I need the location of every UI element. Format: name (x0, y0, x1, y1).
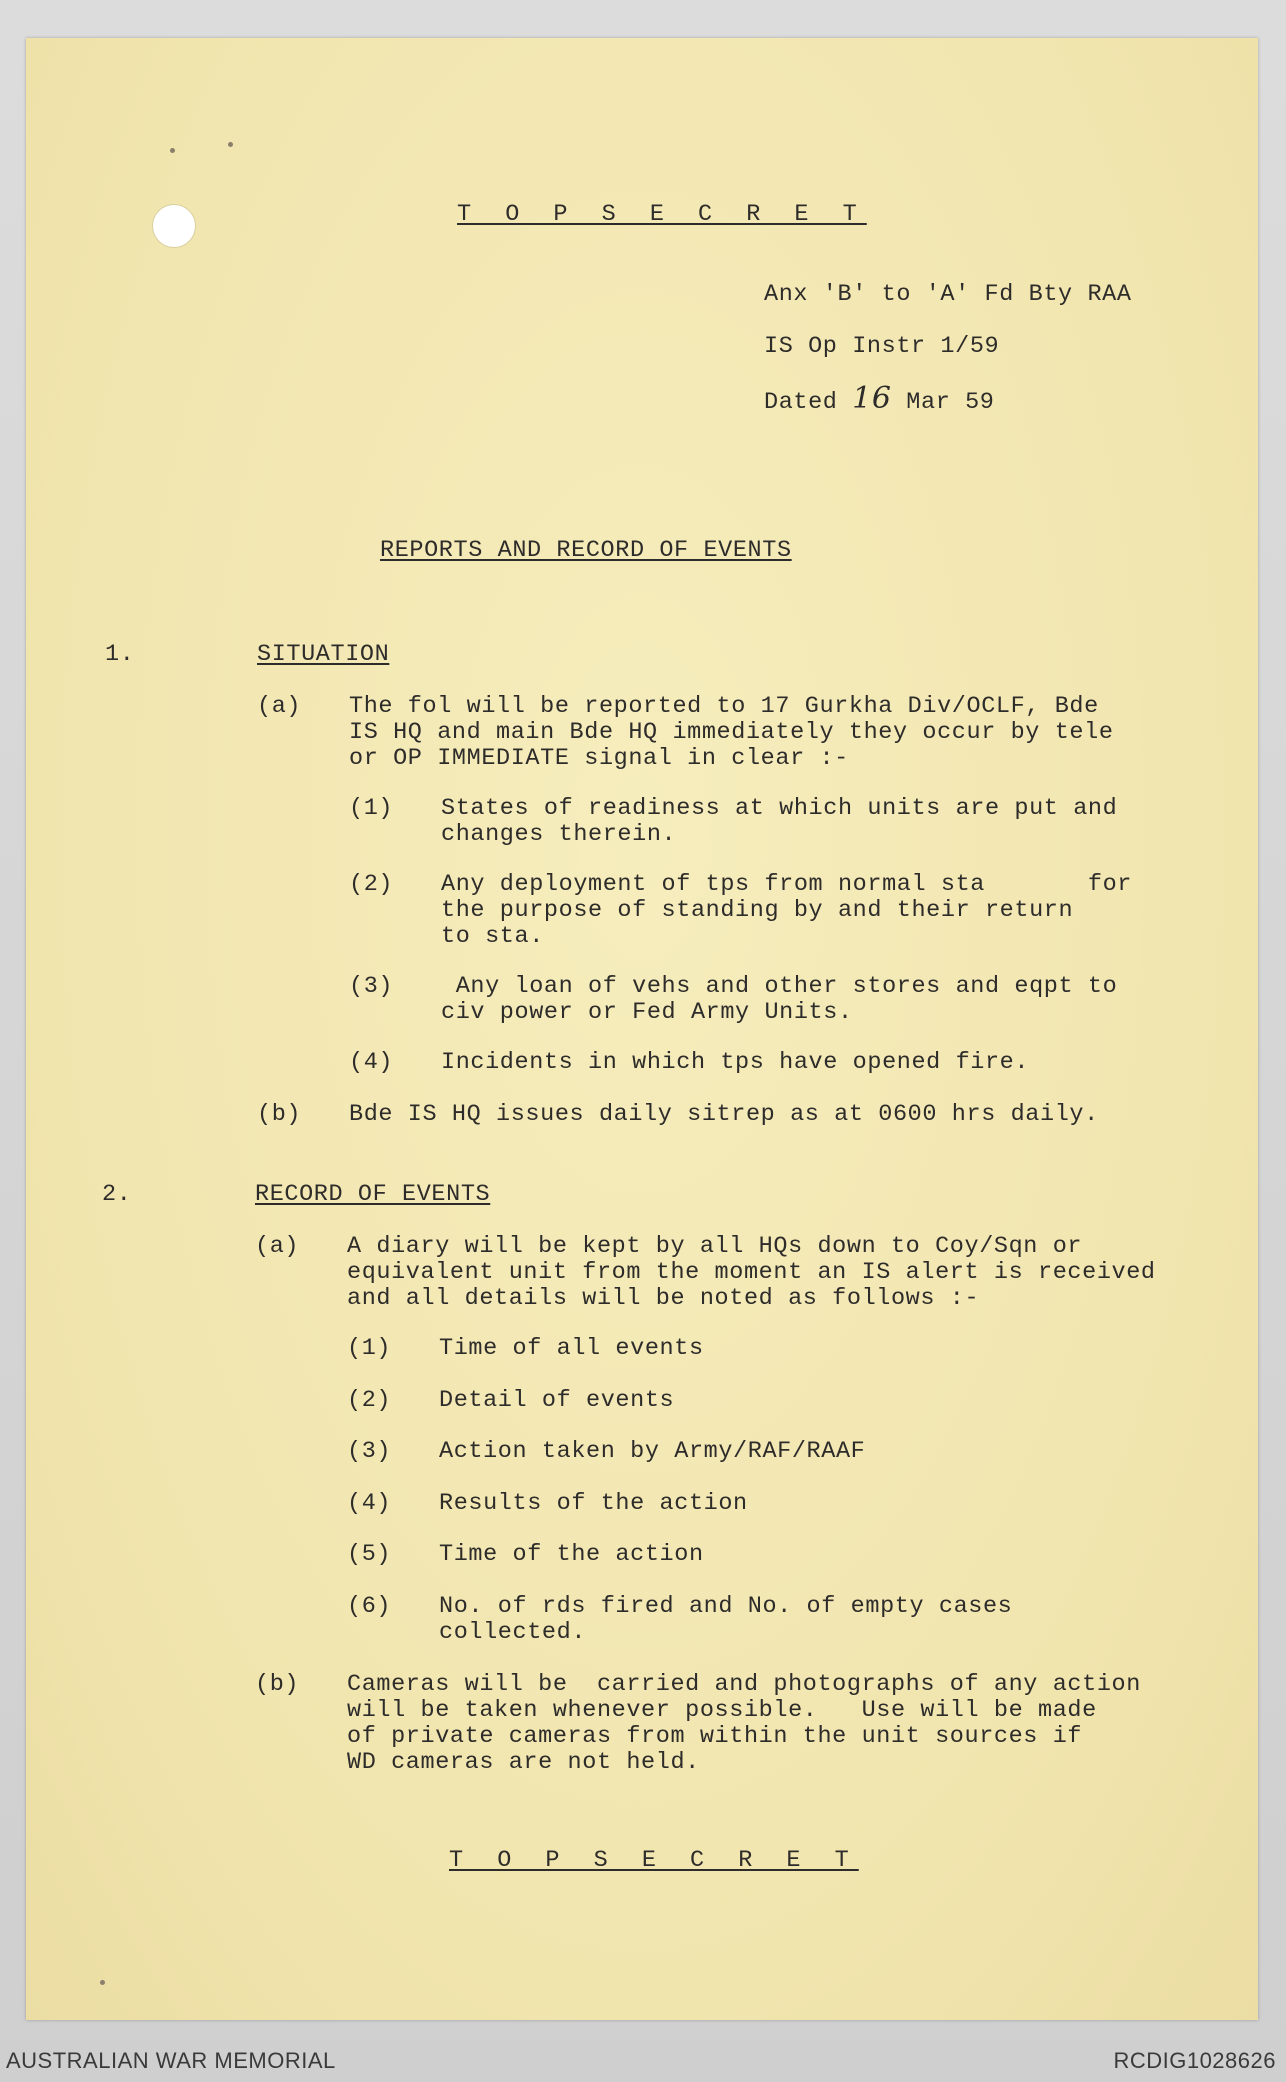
section-2-item-line: collected. (439, 1619, 587, 1646)
section-1a-line-3: or OP IMMEDIATE signal in clear :- (349, 745, 849, 772)
section-2-item-label: (6) (347, 1593, 392, 1620)
reference-line-3 (764, 381, 995, 416)
handwritten-day: 16 (852, 381, 892, 416)
section-2b-line-4: WD cameras are not held. (347, 1749, 700, 1776)
reference-line-1: Anx 'B' to 'A' Fd Bty RAA (764, 281, 1132, 308)
classification-top: T O P S E C R E T (457, 201, 867, 228)
section-2-item-label: (3) (347, 1438, 392, 1465)
archive-record-id: RCDIG1028626 (1113, 2048, 1276, 2073)
section-1-item-line: to sta. (441, 923, 544, 950)
section-1-item-line: civ power or Fed Army Units. (441, 999, 853, 1026)
section-1-item-label: (1) (349, 795, 394, 822)
speck (100, 1980, 105, 1985)
section-1a-label: (a) (257, 693, 302, 720)
section-2b-line-1: Cameras will be carried and photographs of any action (347, 1671, 1141, 1698)
section-1-item-line: changes therein. (441, 821, 677, 848)
reference-line-2: IS Op Instr 1/59 (764, 333, 1000, 360)
section-2-item-label: (2) (347, 1387, 392, 1414)
section-2a-line-3: and all details will be noted as follows :- (347, 1285, 980, 1312)
speck (170, 148, 175, 153)
section-1-item-line: Any deployment of tps from normal sta for (441, 871, 1133, 898)
section-2a-label: (a) (255, 1233, 300, 1260)
section-2-item-line: Detail of events (439, 1387, 675, 1414)
classification-bottom: T O P S E C R E T (449, 1847, 859, 1874)
section-2b-label: (b) (255, 1671, 300, 1698)
section-2-item-line: No. of rds fired and No. of empty cases (439, 1593, 1013, 1620)
section-2-item-line: Time of all events (439, 1335, 704, 1362)
section-1-item-label: (4) (349, 1049, 394, 1076)
section-1b-text: Bde IS HQ issues daily sitrep as at 0600 hrs daily. (349, 1101, 1099, 1128)
section-2a-line-2: equivalent unit from the moment an IS alert is received (347, 1259, 1156, 1286)
dated-month-year: Mar 59 (906, 389, 995, 416)
section-2-heading: RECORD OF EVENTS (255, 1181, 491, 1208)
speck (228, 142, 233, 147)
section-1-item-line: Any loan of vehs and other stores and eqpt to (441, 973, 1118, 1000)
section-1b-label: (b) (257, 1101, 302, 1128)
dated-label: Dated (764, 389, 838, 416)
section-1-heading: SITUATION (257, 641, 390, 668)
punch-hole (152, 204, 196, 248)
document-title: REPORTS AND RECORD OF EVENTS (380, 537, 792, 564)
section-1a-line-2: IS HQ and main Bde HQ immediately they occur by tele (349, 719, 1114, 746)
section-2b-line-2: will be taken whenever possible. Use will be made (347, 1697, 1097, 1724)
section-2-number: 2. (102, 1181, 132, 1208)
section-2-item-label: (4) (347, 1490, 392, 1517)
section-2-item-line: Action taken by Army/RAF/RAAF (439, 1438, 866, 1465)
section-1a-line-1: The fol will be reported to 17 Gurkha Div/OCLF, Bde (349, 693, 1099, 720)
section-2b-line-3: of private cameras from within the unit sources if (347, 1723, 1083, 1750)
section-1-item-line: the purpose of standing by and their return (441, 897, 1074, 924)
section-2-item-line: Results of the action (439, 1490, 748, 1517)
section-1-item-line: States of readiness at which units are put and (441, 795, 1118, 822)
section-2-item-label: (5) (347, 1541, 392, 1568)
archive-credit: AUSTRALIAN WAR MEMORIAL (6, 2048, 336, 2073)
section-2a-line-1: A diary will be kept by all HQs down to Coy/Sqn or (347, 1233, 1083, 1260)
section-2-item-line: Time of the action (439, 1541, 704, 1568)
section-1-item-label: (2) (349, 871, 394, 898)
section-2-item-label: (1) (347, 1335, 392, 1362)
section-1-number: 1. (105, 641, 135, 668)
section-1-item-label: (3) (349, 973, 394, 1000)
section-1-item-line: Incidents in which tps have opened fire. (441, 1049, 1030, 1076)
document-page (26, 38, 1258, 2020)
